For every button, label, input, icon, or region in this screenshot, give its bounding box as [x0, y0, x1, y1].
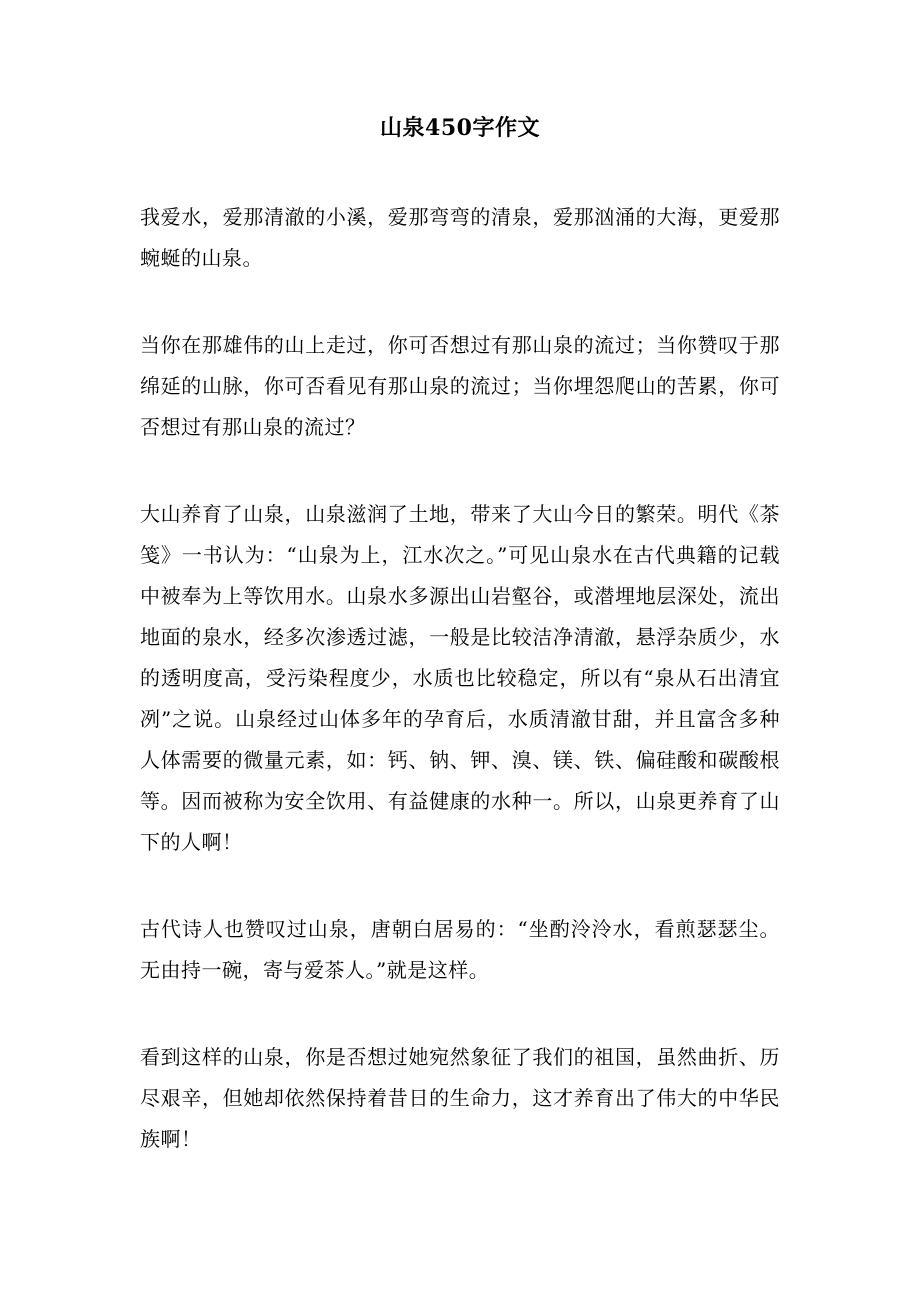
paragraph-5: 看到这样的山泉，你是否想过她宛然象征了我们的祖国，虽然曲折、历尽艰辛，但她却依然保持着昔日的生命力，这才养育出了伟大的中华民族啊！ — [140, 1045, 780, 1151]
paragraph-4: 古代诗人也赞叹过山泉，唐朝白居易的：“坐酌泠泠水，看煎瑟瑟尘。无由持一碗，寄与爱茶人。”就是这样。 — [140, 917, 780, 982]
paragraph-1: 我爱水，爱那清澈的小溪，爱那弯弯的清泉，爱那汹涌的大海，更爱那蜿蜒的山泉。 — [140, 205, 780, 270]
document-title: 山泉450字作文 — [380, 115, 540, 141]
document-body — [140, 197, 780, 1206]
paragraph-3: 大山养育了山泉，山泉滋润了土地，带来了大山今日的繁荣。明代《茶笺》一书认为：“山泉为上，江水次之。”可见山泉水在古代典籍的记载中被奉为上等饮用水。山泉水多源出山岩壑谷，或潜埋地层深处，流出地面的泉水，经多次渗透过滤，一般是比较洁净清澈，悬浮杂质少，水的透明度高，受污染程度少，水质也比较稳定，所以有“泉从石出清宜冽”之说。山泉经过山体多年的孕育后，水质清澈甘甜，并且富含多种人体需要的微量元素，如：钙、钠、钾、溴、镁、铁、偏硅酸和碳酸根等。因而被称为安全饮用、有益健康的水种一。所以，山泉更养育了山下的人啊！ — [140, 502, 780, 854]
paragraph-2: 当你在那雄伟的山上走过，你可否想过有那山泉的流过；当你赞叹于那绵延的山脉，你可否看见有那山泉的流过；当你埋怨爬山的苦累，你可否想过有那山泉的流过？ — [140, 333, 780, 439]
